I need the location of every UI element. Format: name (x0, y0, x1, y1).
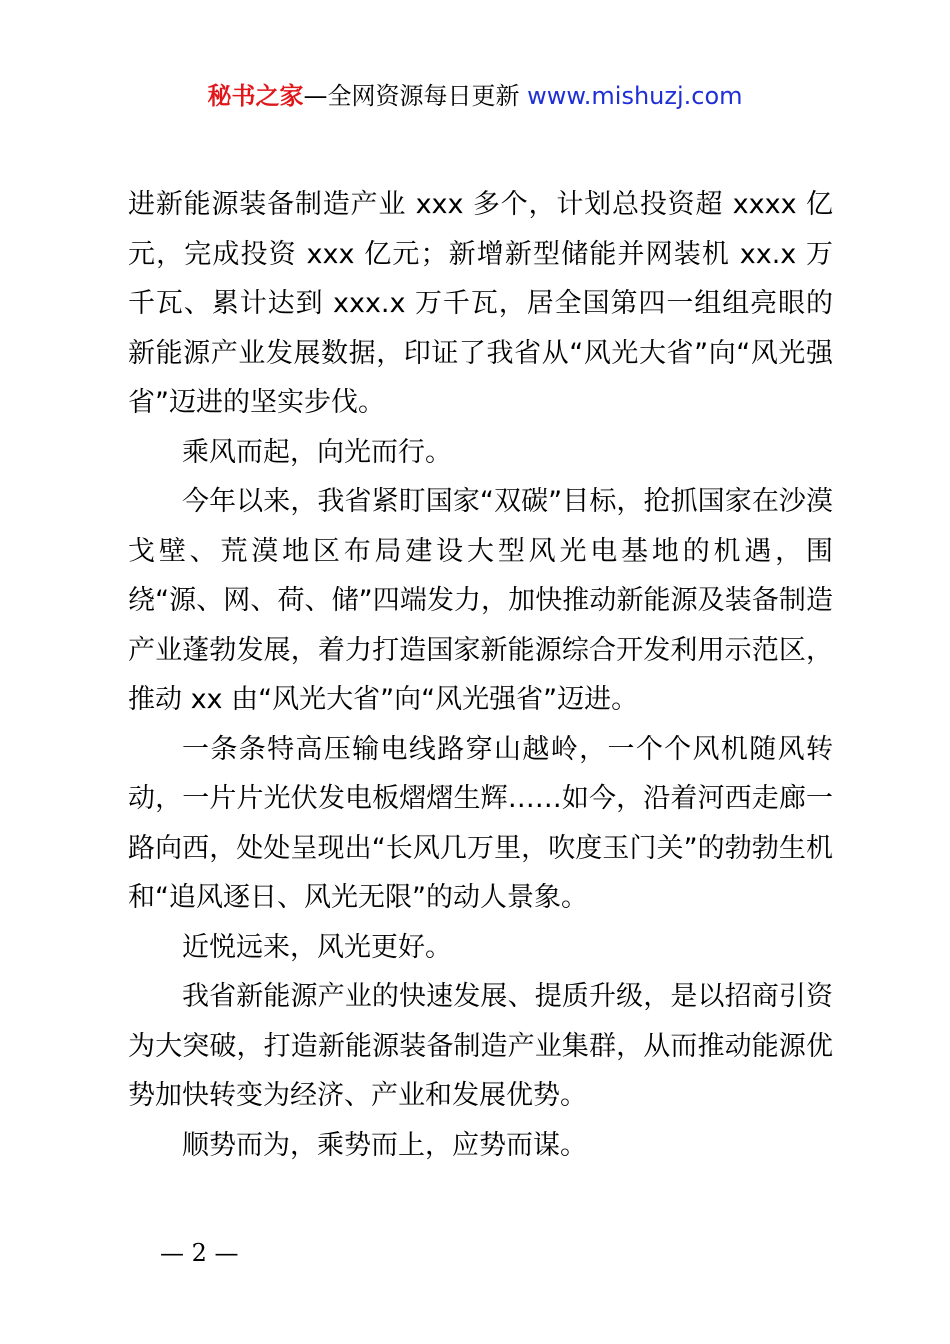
brand-name: 秘书之家 (207, 82, 304, 110)
paragraph-3: 今年以来，我省紧盯国家“双碳”目标，抢抓国家在沙漠戈壁、荒漠地区布局建设大型风光电基地的机遇，围绕“源、网、荷、储”四端发力，加快推动新能源及装备制造产业蓬勃发展，着力打造国家新能源综合开发利用示范区，推动 xx 由“风光大省”向“风光强省”迈进。 (128, 486, 833, 715)
document-body (128, 180, 833, 1170)
paragraph-1: 进新能源装备制造产业 xxx 多个，计划总投资超 xxxx 亿元，完成投资 xxx 亿元；新增新型储能并网装机 xx.x 万千瓦、累计达到 xxx.x 万千瓦，居全国第四一组组亮眼的新能源产业发展数据，印证了我省从“风光大省”向“风光强省”迈进的坚实步伐。 (128, 189, 833, 418)
paragraph-5: 近悦远来，风光更好。 (182, 931, 452, 963)
paragraph-4: 一条条特高压输电线路穿山越岭，一个个风机随风转动，一片片光伏发电板熠熠生辉……如今，沿着河西走廊一路向西，处处呈现出“长风几万里，吹度玉门关”的勃勃生机和“追风逐日、风光无限”的动人景象。 (128, 733, 833, 913)
header-tagline: —全网资源每日更新 (303, 82, 528, 110)
paragraph-7: 顺势而为，乘势而上，应势而谋。 (182, 1129, 587, 1161)
paragraph-2: 乘风而起，向光而行。 (182, 436, 452, 468)
site-header (0, 80, 950, 112)
paragraph-6: 我省新能源产业的快速发展、提质升级，是以招商引资为大突破，打造新能源装备制造产业集群，从而推动能源优势加快转变为经济、产业和发展优势。 (128, 981, 833, 1111)
page-number: — 2 — (160, 1239, 239, 1267)
site-url[interactable]: www.mishuzj.com (527, 82, 743, 110)
